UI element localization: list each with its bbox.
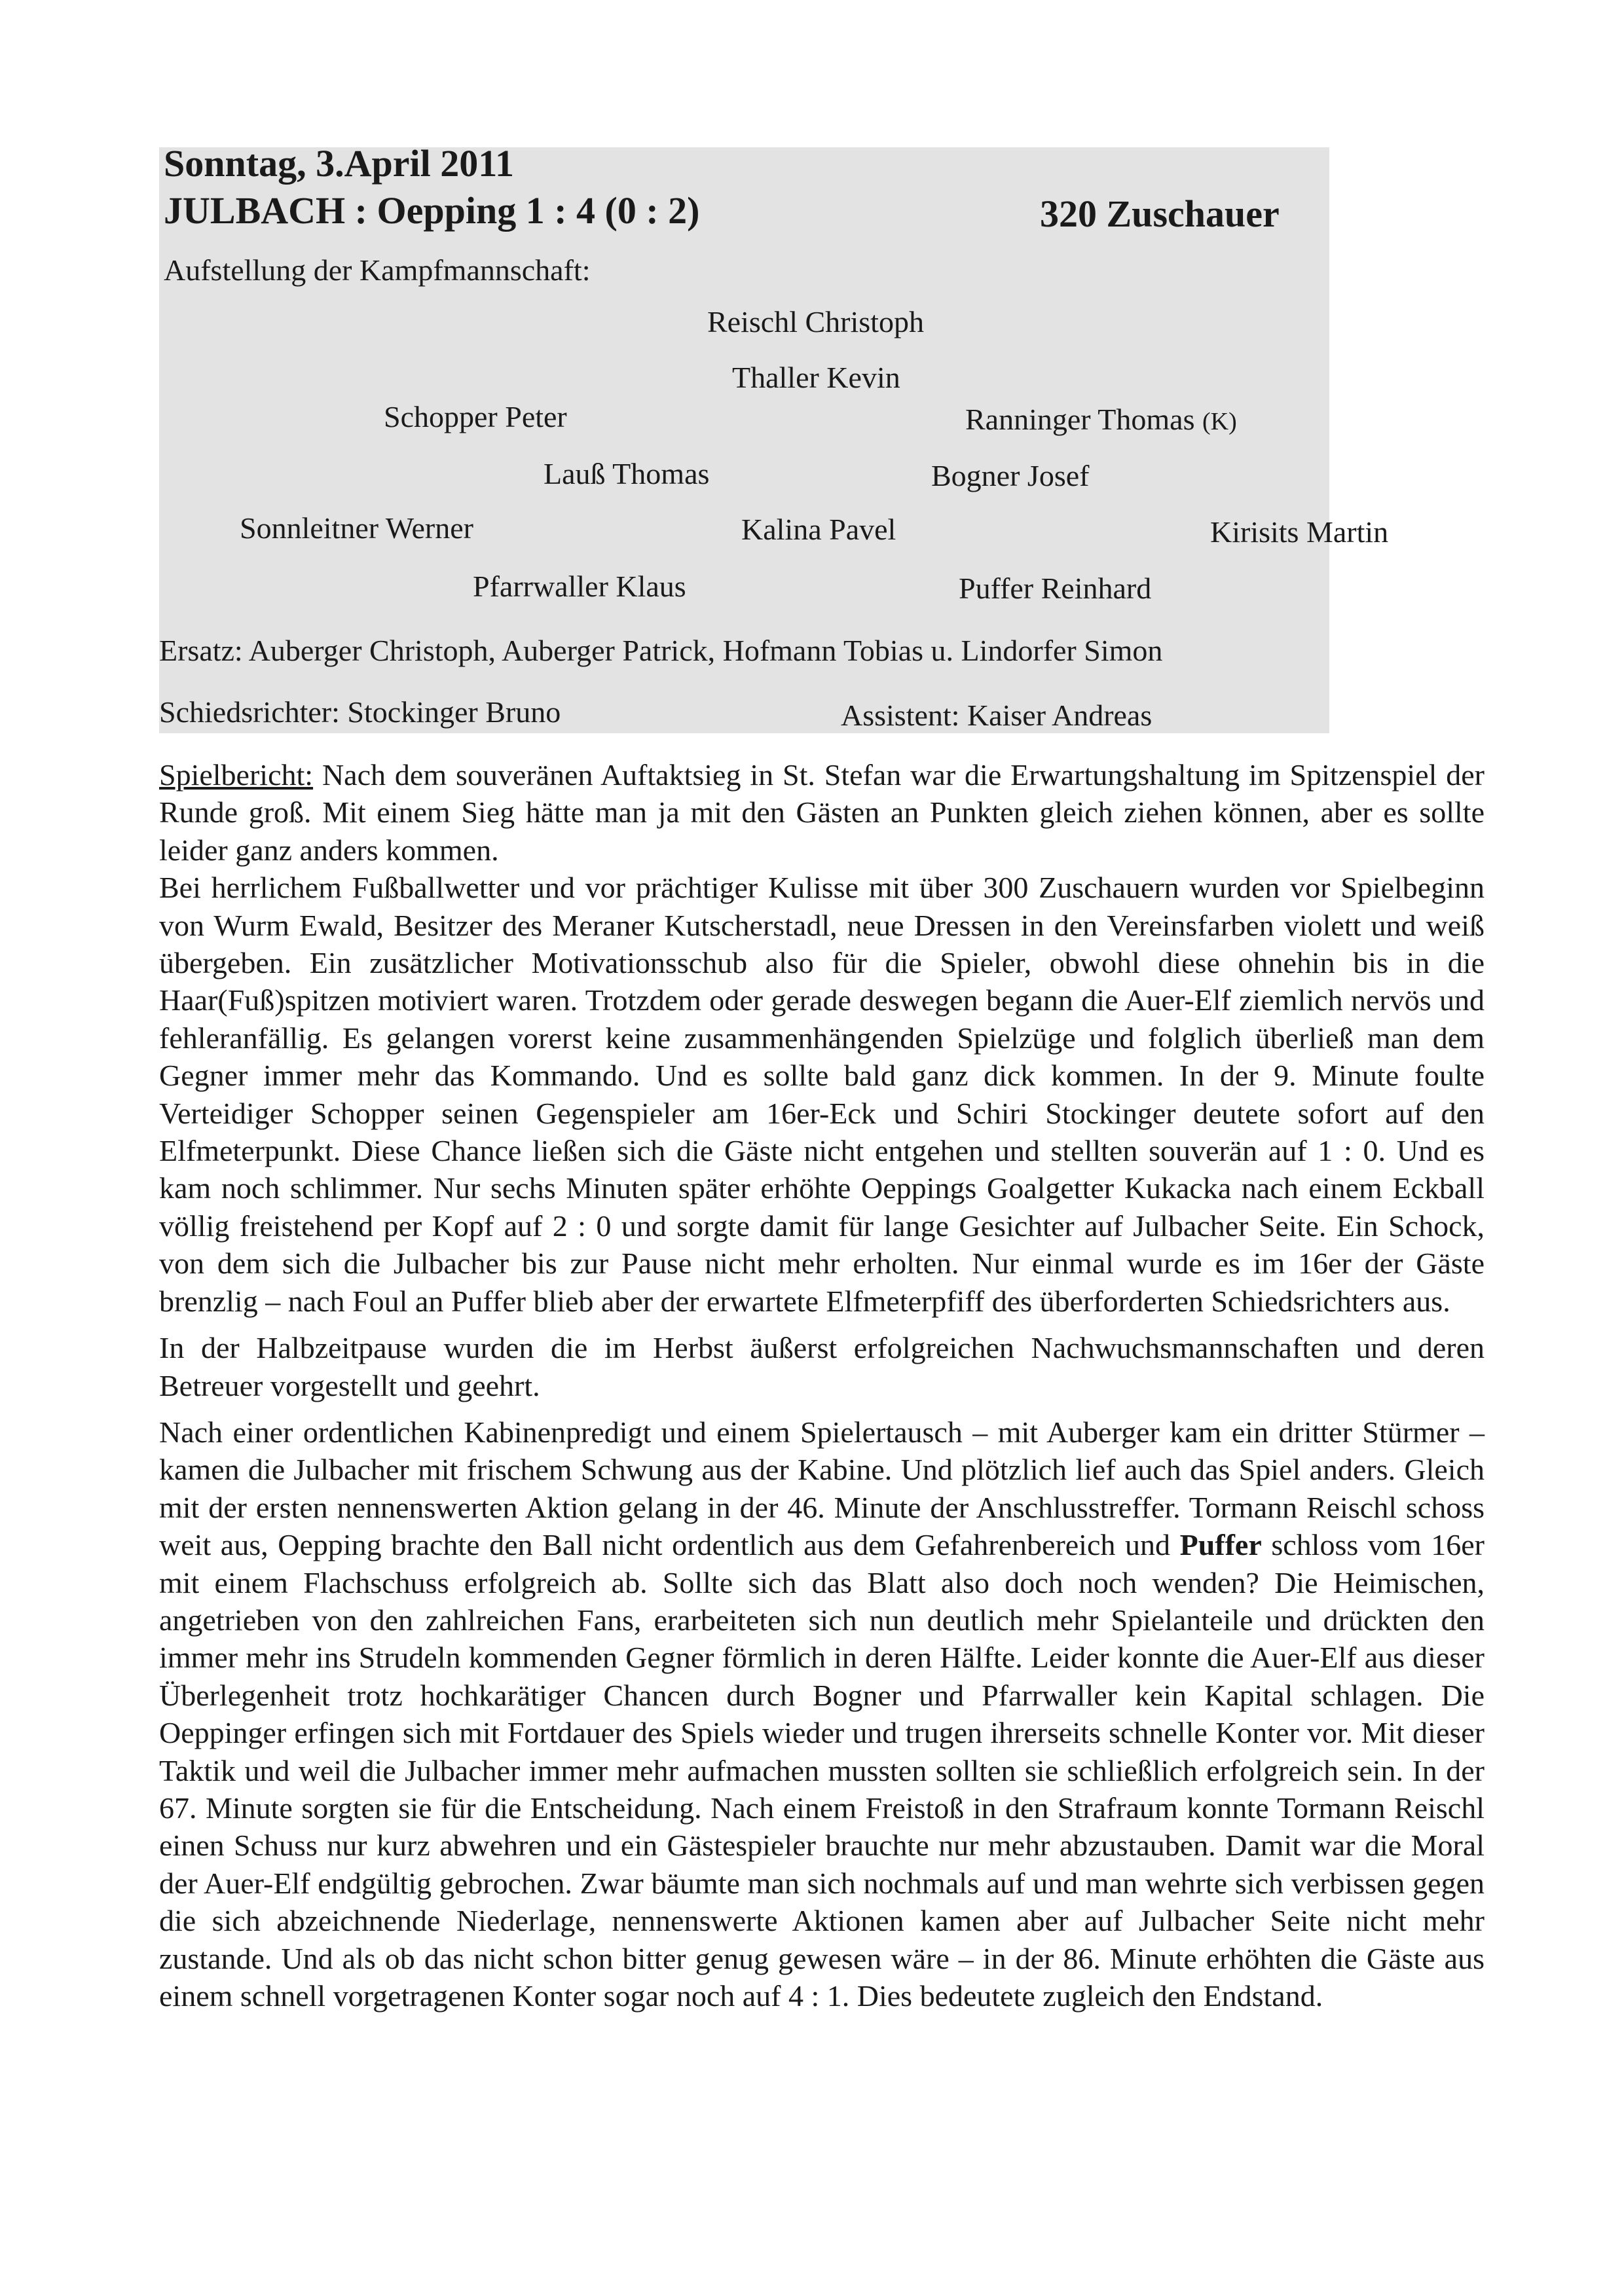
player-def-right-name: Ranninger Thomas	[965, 403, 1195, 436]
player-goalkeeper: Reischl Christoph	[707, 305, 924, 338]
assistant-referee: Assistent: Kaiser Andreas	[841, 699, 1153, 732]
attendance: 320 Zuschauer	[1040, 192, 1280, 235]
report-paragraph: Spielbericht: Nach dem souveränen Auftaktsieg in St. Stefan war die Erwartungshaltung im Spitzenspiel der Runde groß. Mit einem Sieg hätte man ja mit den Gästen an Punkten gleich ziehen können, aber es sollte leider ganz anders kommen.	[159, 758, 1485, 867]
player-center: Kalina Pavel	[741, 513, 896, 546]
player-mid-left: Lauß Thomas	[544, 457, 710, 490]
report-paragraph: In der Halbzeitpause wurden die im Herbst äußerst erfolgreichen Nachwuchsmannschaften und deren Betreuer vorgestellt und geehrt.	[159, 1331, 1485, 1402]
match-result: JULBACH : Oepping 1 : 4 (0 : 2)	[164, 189, 700, 232]
player-wing-right: Kirisits Martin	[1210, 515, 1389, 549]
player-fwd-left: Pfarrwaller Klaus	[473, 570, 686, 603]
report-paragraph: Nach einer ordentlichen Kabinenpredigt und einem Spielertausch – mit Auberger kam ein dritter Stürmer – kamen die Julbacher mit frischem Schwung aus der Kabine. Und plötzlich lief auch das Spiel anders. Gleich mit der ersten nennenswerten Aktion gelang in der 46. Minute der Anschlusstreffer. Tormann Reischl schoss weit aus, Oepping brachte den Ball nicht ordentlich aus dem Gefahrenbereich und Puffer schloss vom 16er mit einem Flachschuss erfolgreich ab. Sollte sich das Blatt also doch noch wenden? Die Heimischen, angetrieben von den zahlreichen Fans, erarbeiteten sich nun deutlich mehr Spielanteile und drückten den immer mehr ins Strudeln kommenden Gegner förmlich in deren Hälfte. Leider konnte die Auer-Elf aus dieser Überlegenheit trotz hochkarätiger Chancen durch Bogner und Pfarrwaller kein Kapital schlagen. Die Oeppinger erfingen sich mit Fortdauer des Spiels wieder und trugen ihrerseits schnelle Konter vor. Mit dieser Taktik und weil die Julbacher immer mehr aufmachen mussten sollten sie schließlich erfolgreich sein. In der 67. Minute sorgten sie für die Entscheidung. Nach einem Freistoß in den Strafraum konnte Tormann Reischl einen Schuss nur kurz abwehren und ein Gästespieler brauchte nur mehr abzustauben. Damit war die Moral der Auer-Elf endgültig gebrochen. Zwar bäumte man sich nochmals auf und man wehrte sich verbissen gegen die sich abzeichnende Niederlage, nennenswerte Aktionen kamen aber auf Julbacher Seite nicht mehr zustande. Und als ob das nicht schon bitter genug gewesen wäre – in der 86. Minute erhöhten die Gäste aus einem schnell vorgetragenen Konter sogar noch auf 4 : 1. Dies bedeutete zugleich den Endstand.	[159, 1415, 1485, 2013]
player-def-left: Schopper Peter	[384, 400, 567, 433]
report-paragraph: Bei herrlichem Fußballwetter und vor prächtiger Kulisse mit über 300 Zuschauern wurden vor Spielbeginn von Wurm Ewald, Besitzer des Meraner Kutscherstadl, neue Dressen in den Vereinsfarben violett und weiß übergeben. Ein zusätzlicher Motivationsschub also für die Spieler, obwohl diese ohnehin bis in die Haar(Fuß)spitzen motiviert waren. Trotzdem oder gerade deswegen begann die Auer-Elf ziemlich nervös und fehleranfällig. Es gelangen vorerst keine zusammenhängenden Spielzüge und folglich überließ man dem Gegner immer mehr das Kommando. Und es sollte bald ganz dick kommen. In der 9. Minute foulte Verteidiger Schopper seinen Gegenspieler am 16er-Eck und Schiri Stockinger deutete sofort auf den Elfmeterpunkt. Diese Chance ließen sich die Gäste nicht entgehen und stellten souverän auf 1 : 0. Und es kam noch schlimmer. Nur sechs Minuten später erhöhte Oeppings Goalgetter Kukacka nach einem Eckball völlig freistehend per Kopf auf 2 : 0 und sorgte damit für lange Gesichter auf Julbacher Seite. Ein Schock, von dem sich die Julbacher bis zur Pause nicht mehr erholten. Nur einmal wurde es im 16er der Gäste brenzlig – nach Foul an Puffer blieb aber der erwartete Elfmeterpfiff des überforderten Schiedsrichters aus.	[159, 871, 1485, 1318]
lineup-label: Aufstellung der Kampfmannschaft:	[164, 253, 591, 287]
referee: Schiedsrichter: Stockinger Bruno	[159, 695, 561, 729]
player-wing-left: Sonnleitner Werner	[240, 511, 473, 545]
player-sweeper: Thaller Kevin	[732, 361, 900, 394]
match-date: Sonntag, 3.April 2011	[164, 142, 514, 185]
player-mid-right: Bogner Josef	[931, 459, 1090, 492]
report-label: Spielbericht:	[159, 758, 314, 792]
captain-mark: (K)	[1202, 408, 1237, 435]
match-report	[159, 756, 1485, 2014]
player-fwd-right: Puffer Reinhard	[959, 572, 1152, 605]
bold-name: Puffer	[1179, 1528, 1262, 1562]
substitutes: Ersatz: Auberger Christoph, Auberger Patrick, Hofmann Tobias u. Lindorfer Simon	[159, 634, 1163, 667]
player-def-right	[965, 402, 1237, 437]
